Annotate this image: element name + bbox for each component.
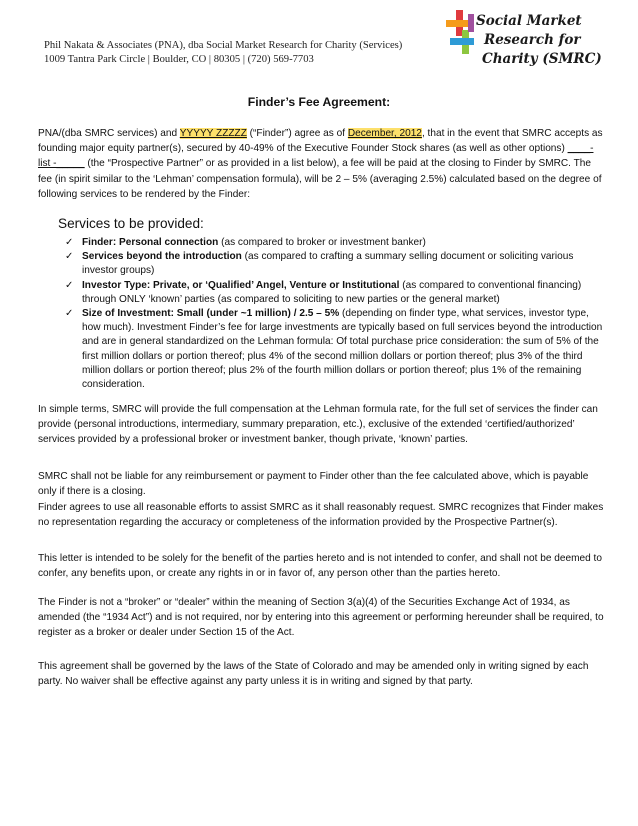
services-list: [64, 236, 604, 392]
list-item: [64, 307, 604, 392]
list-item: [64, 250, 604, 278]
logo-wordmark: [476, 12, 602, 69]
letterhead-company: Phil Nakata & Associates (PNA), dba Social Market Research for Charity (Services): [44, 40, 403, 51]
letterhead-address: 1009 Tantra Park Circle | Boulder, CO | 80305 | (720) 569-7703: [44, 54, 314, 65]
partner-list-field[interactable]: ____- list -_____: [38, 143, 594, 170]
intro-part-3: , that in the event that SMRC accepts as founding major equity partner(s), secured by 40-49% of the Executive Founder Stock shares (as well as other options): [38, 128, 603, 155]
logo-line-1: Social Market: [476, 13, 582, 29]
finder-name-field[interactable]: YYYYY ZZZZZ: [179, 128, 247, 139]
intro-paragraph: [38, 126, 606, 202]
service-text: (as compared to conventional financing) through ONLY ‘known’ parties (as compared to soliciting to new parties or the general market): [82, 279, 582, 305]
service-title: Investor Type: Private, or ‘Qualified’ Angel, Venture or Institutional: [82, 279, 400, 291]
intro-part-4: (the “Prospective Partner” or as provided in a list below), a fee will be paid at the closing to Finder by SMRC. The fee (in spirit similar to the ‘Lehman’ compensation formula), will be 2 – 5% (averaging 2.5%) calculated based on the degree of following services to be rendered by the Finder:: [38, 158, 602, 200]
logo-line-3: Charity (SMRC): [482, 51, 602, 67]
service-title: Services beyond the introduction: [82, 251, 242, 263]
checkmark-icon: ✓: [65, 251, 74, 263]
checkmark-icon: ✓: [65, 308, 74, 320]
body-paragraph-1: In simple terms, SMRC will provide the full compensation at the Lehman formula rate, for the full set of services the finder can provide (personal introductions, intermediary, summary preparation, etc.), exclusive of the extended ‘certified/authorized’ services provided by a professional broker or investment banker, though private, ‘known’ parties.: [38, 404, 598, 446]
body-paragraph-3: Finder agrees to use all reasonable efforts to assist SMRC as it shall reasonably request. SMRC recognizes that Finder makes no representation regarding the accuracy or completeness of the information provided by the Prospective Partner(s).: [38, 502, 604, 529]
page-title: Finder’s Fee Agreement:: [247, 95, 391, 109]
service-title: Finder: Personal connection: [82, 237, 219, 248]
body-paragraph-6: This agreement shall be governed by the laws of the State of Colorado and may be amended only in writing signed by each party. No waiver shall be effective against any party unless it is in writing and signed by that party.: [38, 661, 589, 688]
service-text: (as compared to crafting a summary selling document or soliciting various investor groups): [82, 251, 574, 277]
list-item: [64, 279, 604, 307]
body-paragraph-4: This letter is intended to be solely for the benefit of the parties hereto and is not intended to confer, and shall not be deemed to confer, any benefits upon, or create any rights in or in favor of, any person other than the parties hereto.: [38, 553, 602, 580]
checkmark-icon: ✓: [65, 279, 74, 291]
intro-part-2: (“Finder”) agree as of: [246, 128, 348, 139]
service-title: Size of Investment: Small (under ~1 million) / 2.5 – 5%: [82, 308, 340, 320]
service-text: (as compared to broker or investment banker): [218, 237, 426, 248]
list-item: [64, 236, 604, 250]
agreement-date-field[interactable]: December, 2012: [347, 128, 422, 139]
checkmark-icon: ✓: [65, 237, 74, 248]
services-heading: Services to be provided:: [58, 216, 204, 231]
letterhead: [44, 39, 402, 67]
body-paragraph-2: SMRC shall not be liable for any reimbursement or payment to Finder other than the fee calculated above, which is payable only if there is a closing.: [38, 471, 589, 498]
intro-part-1: PNA/(dba SMRC services) and: [38, 128, 180, 139]
service-text: (depending on finder type, what services, investor type, how much). Investment Finder’s fee for large investments are typically based on full services beyond the introduction and are in general standardized on the Lehman formula: Of total purchase price consideration: the sum of 5% of the first million dollars or portion thereof; plus 4% of the second million dollars or portion thereof; plus 3% of the third million dollars or portion thereof; plus 2% of the fourth million dollars or portion thereof; plus 1% of the remaining consideration.: [82, 308, 603, 391]
logo-line-2: Research for: [484, 32, 581, 48]
body-paragraph-5: The Finder is not a “broker” or “dealer” within the meaning of Section 3(a)(4) of the Securities Exchange Act of 1934, as amended (the “1934 Act”) and is not required, nor by entering into this agreement or performing hereunder shall be required, to register as a broker or dealer under Section 15 of the Act.: [38, 597, 604, 639]
